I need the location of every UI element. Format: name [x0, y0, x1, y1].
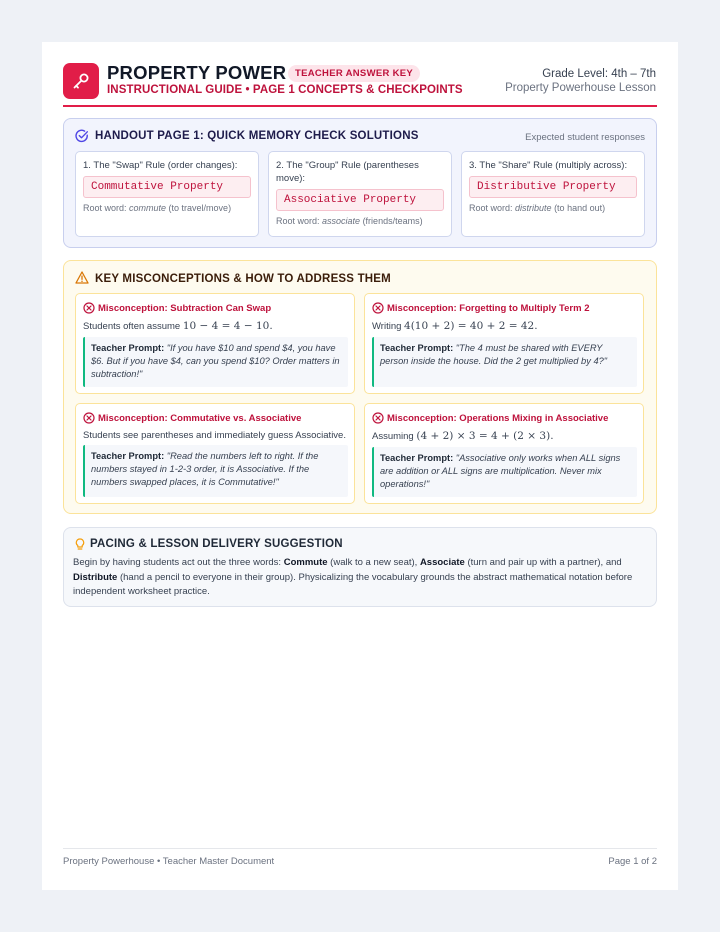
memory-check-title: HANDOUT PAGE 1: QUICK MEMORY CHECK SOLUTIONS: [95, 130, 419, 142]
pacing-section: [63, 527, 657, 607]
warning-triangle-icon: [75, 271, 89, 284]
answer-card-swap: [75, 151, 259, 237]
answer-question: 3. The "Share" Rule (multiply across):: [469, 160, 628, 171]
document-page: [42, 42, 678, 890]
misconceptions-title: KEY MISCONCEPTIONS & HOW TO ADDRESS THEM: [95, 273, 391, 285]
memory-check-note: Expected student responses: [525, 132, 645, 143]
footer-document-name: Property Powerhouse • Teacher Master Document: [63, 856, 275, 867]
grade-level: Grade Level: 4th – 7th: [542, 68, 656, 80]
root-word-line: Root word: distribute (to hand out): [469, 203, 606, 213]
answer-box: Associative Property: [276, 189, 444, 211]
teacher-prompt: Teacher Prompt: "The 4 must be shared with EVERY person inside the house. Did the 2 get multiplied by 4?": [372, 337, 637, 387]
check-circle-icon: [75, 129, 89, 143]
misconception-heading: Misconception: Subtraction Can Swap: [98, 303, 272, 314]
misconception-description: Assuming (4 + 2) × 3 = 4 + (2 × 3).: [372, 430, 554, 442]
x-circle-icon: [372, 412, 384, 424]
misconceptions-section: [63, 260, 657, 514]
lightbulb-icon: [75, 538, 85, 551]
answer-box: Distributive Property: [469, 176, 637, 198]
answer-question: 1. The "Swap" Rule (order changes):: [83, 160, 238, 171]
root-word-line: Root word: commute (to travel/move): [83, 203, 232, 213]
document-title: PROPERTY POWER: [107, 62, 287, 83]
answer-key-badge: TEACHER ANSWER KEY: [288, 65, 420, 82]
teacher-prompt: Teacher Prompt: "Read the numbers left to right. If the numbers stayed in 1-2-3 order, it is Associative. If the numbers swapped places, it is Commutative!": [83, 445, 348, 497]
x-circle-icon: [372, 302, 384, 314]
lesson-name: Property Powerhouse Lesson: [505, 82, 656, 94]
footer-page-number: Page 1 of 2: [608, 856, 657, 867]
misconception-card-comm-vs-assoc: [75, 403, 355, 504]
header-divider: [63, 105, 657, 107]
answer-card-share: [461, 151, 645, 237]
teacher-prompt: Teacher Prompt: "If you have $10 and spend $4, you have $6. But if you have $4, can you spend $10? Order matters in subtraction!": [83, 337, 348, 387]
x-circle-icon: [83, 302, 95, 314]
root-word: associate: [322, 216, 361, 226]
teacher-prompt: Teacher Prompt: "Associative only works when ALL signs are addition or ALL signs are multiplication. Never mix operations!": [372, 447, 637, 497]
document-subtitle: INSTRUCTIONAL GUIDE • PAGE 1 CONCEPTS & CHECKPOINTS: [107, 84, 463, 96]
x-circle-icon: [83, 412, 95, 424]
misconception-card-distributive: [364, 293, 644, 394]
key-icon: [71, 71, 91, 91]
root-word: commute: [129, 203, 167, 213]
misconception-description: Writing 4(10 + 2) = 40 + 2 = 42.: [372, 320, 538, 332]
answer-card-group: [268, 151, 452, 237]
misconception-heading: Misconception: Forgetting to Multiply Term 2: [387, 303, 590, 314]
logo-badge: [63, 63, 99, 99]
answer-box: Commutative Property: [83, 176, 251, 198]
math-expression: (4 + 2) × 3 = 4 + (2 × 3).: [416, 430, 554, 442]
memory-check-section: [63, 118, 657, 248]
pacing-paragraph: Begin by having students act out the three words: Commute (walk to a new seat), Associate (turn and pair up with a partner), and Distribute (hand a pencil to everyone in their group). Physicalizing the vocabulary grounds the abstract mathematical notation before independent worksheet practice.: [73, 557, 633, 597]
answer-question: 2. The "Group" Rule (parentheses move):: [276, 160, 419, 184]
footer-divider: [63, 848, 657, 849]
misconception-heading: Misconception: Operations Mixing in Associative: [387, 413, 609, 424]
math-expression: 10 − 4 = 4 − 10.: [182, 320, 273, 332]
misconception-description: Students see parentheses and immediately guess Associative.: [83, 430, 346, 441]
misconception-heading: Misconception: Commutative vs. Associative: [98, 413, 302, 424]
math-expression: 4(10 + 2) = 40 + 2 = 42.: [404, 320, 538, 332]
root-word: distribute: [515, 203, 552, 213]
root-word-line: Root word: associate (friends/teams): [276, 216, 423, 226]
misconception-card-subtraction: [75, 293, 355, 394]
pacing-title: PACING & LESSON DELIVERY SUGGESTION: [90, 538, 343, 550]
misconception-card-mixing-ops: [364, 403, 644, 504]
misconception-description: Students often assume 10 − 4 = 4 − 10.: [83, 320, 273, 332]
